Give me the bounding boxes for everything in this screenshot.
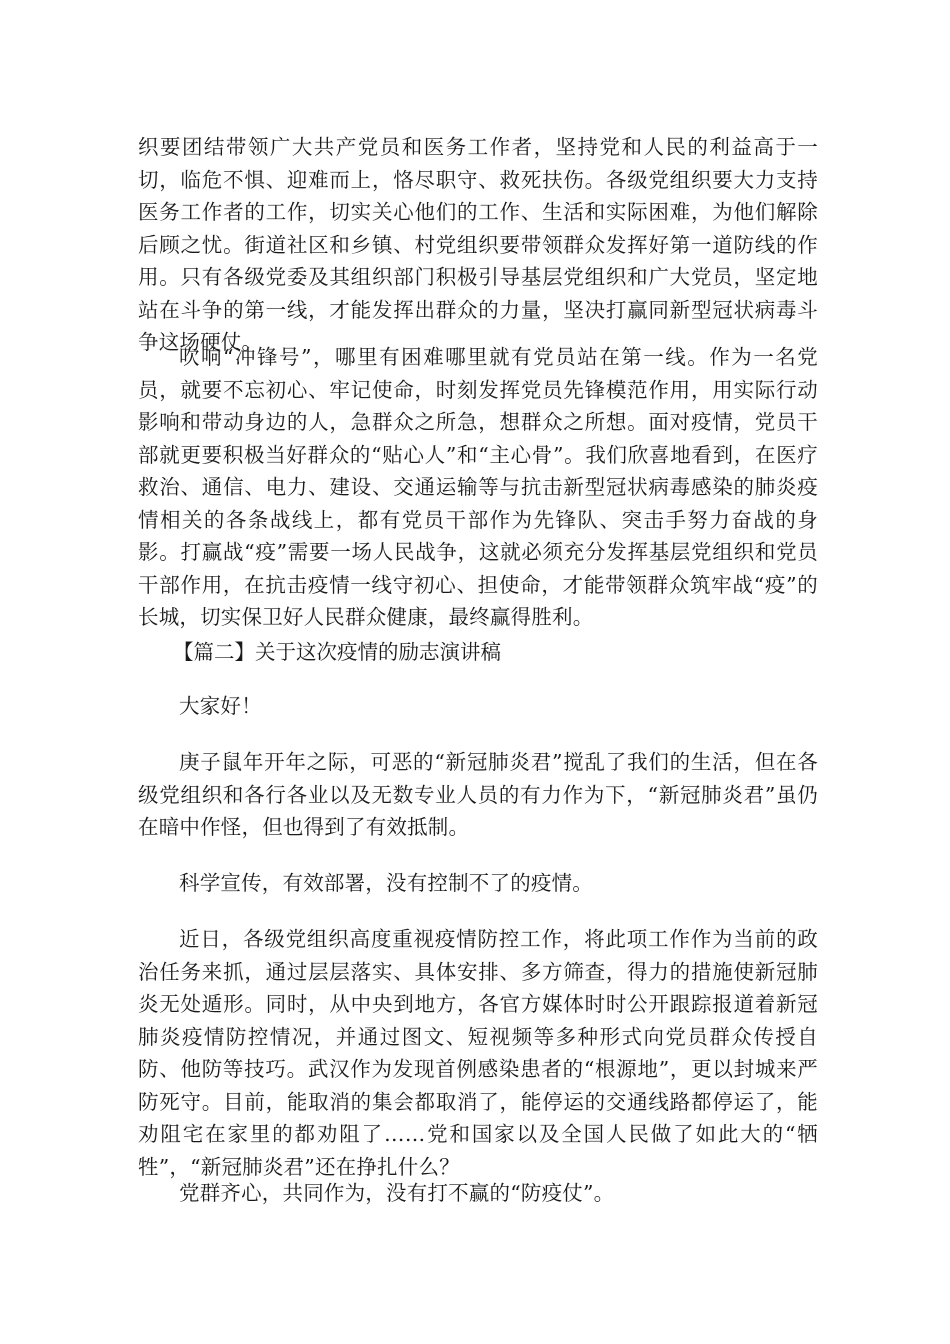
paragraph-party-organization: 织要团结带领广大共产党员和医务工作者，坚持党和人民的利益高于一切，临危不惧、迎难而上，恪尽职守、救死扶伤。各级党组织要大力支持医务工作者的工作，切实关心他们的工作、生活和实际困难，为他们解除后顾之忧。街道社区和乡镇、村党组织要带领群众发挥好第一道防线的作用。只有各级党委及其组织部门积极引导基层党组织和广大党员，坚定地站在斗争的第一线，才能发挥出群众的力量，坚决打赢同新型冠状病毒斗争这场硬仗。 [138,135,818,354]
paragraph-greeting: 大家好！ [179,694,262,718]
paragraph-recent-days: 近日，各级党组织高度重视疫情防控工作，将此项工作作为当前的政治任务来抓，通过层层落实、具体安排、多方筛查，得力的措施使新冠肺炎无处遁形。同时，从中央到地方，各官方媒体时时公开跟踪报道着新冠肺炎疫情防控情况，并通过图文、短视频等多种形式向党员群众传授自防、他防等技巧。武汉作为发现首例感染患者的“根源地”，更以封城来严防死守。目前，能取消的集会都取消了，能停运的交通线路都停运了，能劝阻宅在家里的都劝阻了……党和国家以及全国人民做了如此大的“牺牲”，“新冠肺炎君”还在挣扎什么？ [138,927,818,1179]
section-heading: 【篇二】关于这次疫情的励志演讲稿 [173,640,501,664]
paragraph-unity: 党群齐心，共同作为，没有打不赢的“防疫仗”。 [179,1181,615,1205]
paragraph-science: 科学宣传，有效部署，没有控制不了的疫情。 [179,871,593,895]
paragraph-new-year: 庚子鼠年开年之际，可恶的“新冠肺炎君”搅乱了我们的生活，但在各级党组织和各行各业以及无数专业人员的有力作为下，“新冠肺炎君”虽仍在暗中作怪，但也得到了有效抵制。 [138,750,818,839]
paragraph-charge-horn: 吹响“冲锋号”，哪里有困难哪里就有党员站在第一线。作为一名党员，就要不忘初心、牢记使命，时刻发挥党员先锋模范作用，用实际行动影响和带动身边的人，急群众之所急，想群众之所想。面对疫情，党员干部就更要积极当好群众的“贴心人”和“主心骨”。我们欣喜地看到，在医疗救治、通信、电力、建设、交通运输等与抗击新型冠状病毒感染的肺炎疫情相关的各条战线上，都有党员干部作为先锋队、突击手努力奋战的身影。打赢战“疫”需要一场人民战争，这就必须充分发挥基层党组织和党员干部作用，在抗击疫情一线守初心、担使命，才能带领群众筑牢战“疫”的长城，切实保卫好人民群众健康，最终赢得胜利。 [138,345,818,629]
